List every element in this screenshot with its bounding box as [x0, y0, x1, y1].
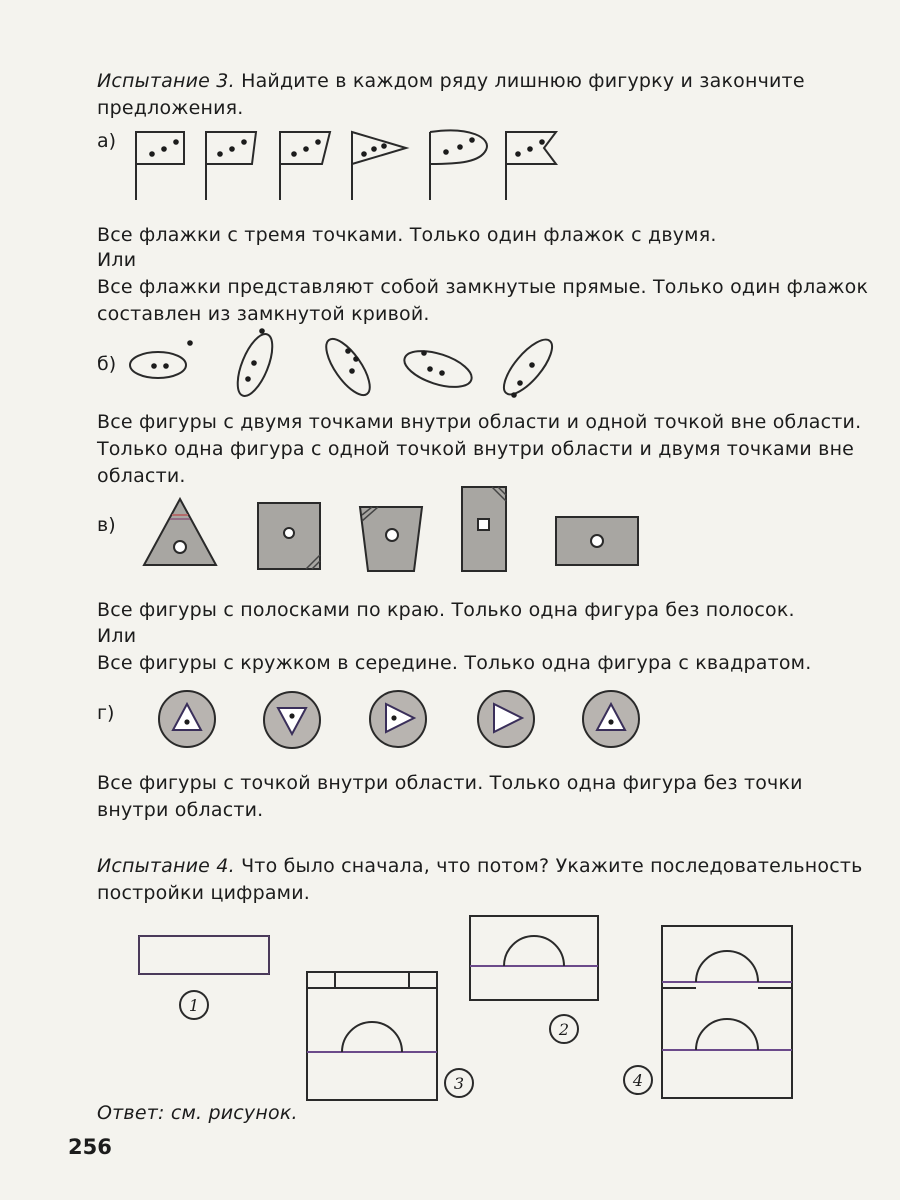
answer-a-1: Все флажки с тремя точками. Только один флажок с двумя. — [97, 224, 717, 246]
test3-title-label: Испытание 3. — [97, 70, 235, 92]
label-v: в) — [97, 514, 116, 536]
answer-g: Все фигуры с точкой внутри области. Только одна фигура без точки внутри области. — [97, 772, 803, 821]
answer-a-2: Все флажки представляют собой замкнутые прямые. Только один флажок составлен из замкнутой кривой. — [97, 276, 869, 325]
step-3-figure — [307, 972, 437, 1100]
answer-v-2: Все фигуры с кружком в середине. Только одна фигура с квадратом. — [97, 652, 812, 674]
test4-answer: Ответ: см. рисунок. — [97, 1102, 298, 1124]
answer-v-or: Или — [97, 625, 137, 647]
step-4-figure — [662, 926, 792, 1098]
test3-heading — [97, 68, 877, 122]
step-1-figure — [139, 936, 269, 974]
answer-v-1: Все фигуры с полосками по краю. Только одна фигура без полосок. — [97, 599, 795, 621]
step-4-number: 4 — [632, 1071, 644, 1090]
test4-heading — [97, 853, 877, 907]
page-number: 256 — [68, 1135, 112, 1159]
step-2-figure — [470, 916, 598, 1000]
test4-title-label: Испытание 4. — [97, 855, 235, 877]
answer-a-or: Или — [97, 249, 137, 271]
answer-b: Все фигуры с двумя точками внутри области и одной точкой вне области. Только одна фигура с одной точкой внутри области и двумя точками вне области. — [97, 411, 862, 487]
label-a: а) — [97, 130, 117, 152]
step-2-number: 2 — [558, 1020, 570, 1039]
flag-6 — [506, 132, 556, 200]
flag-3 — [280, 132, 330, 200]
construction-steps — [130, 910, 810, 1120]
step-3-number: 3 — [453, 1074, 465, 1093]
shapes-row — [140, 485, 650, 575]
flags-row — [130, 118, 570, 204]
flag-2 — [206, 132, 256, 200]
flag-4 — [352, 132, 406, 200]
circles-row — [150, 682, 650, 762]
label-b: б) — [97, 353, 117, 375]
flag-5-curved — [430, 130, 487, 200]
ellipses-row — [120, 325, 580, 405]
label-g: г) — [97, 702, 115, 724]
step-1-number: 1 — [188, 996, 200, 1015]
test3-title-text: Найдите в каждом ряду лишнюю фигурку и закончите предложения. — [97, 70, 805, 119]
test4-title-text: Что было сначала, что потом? Укажите последовательность постройки цифрами. — [97, 855, 863, 904]
